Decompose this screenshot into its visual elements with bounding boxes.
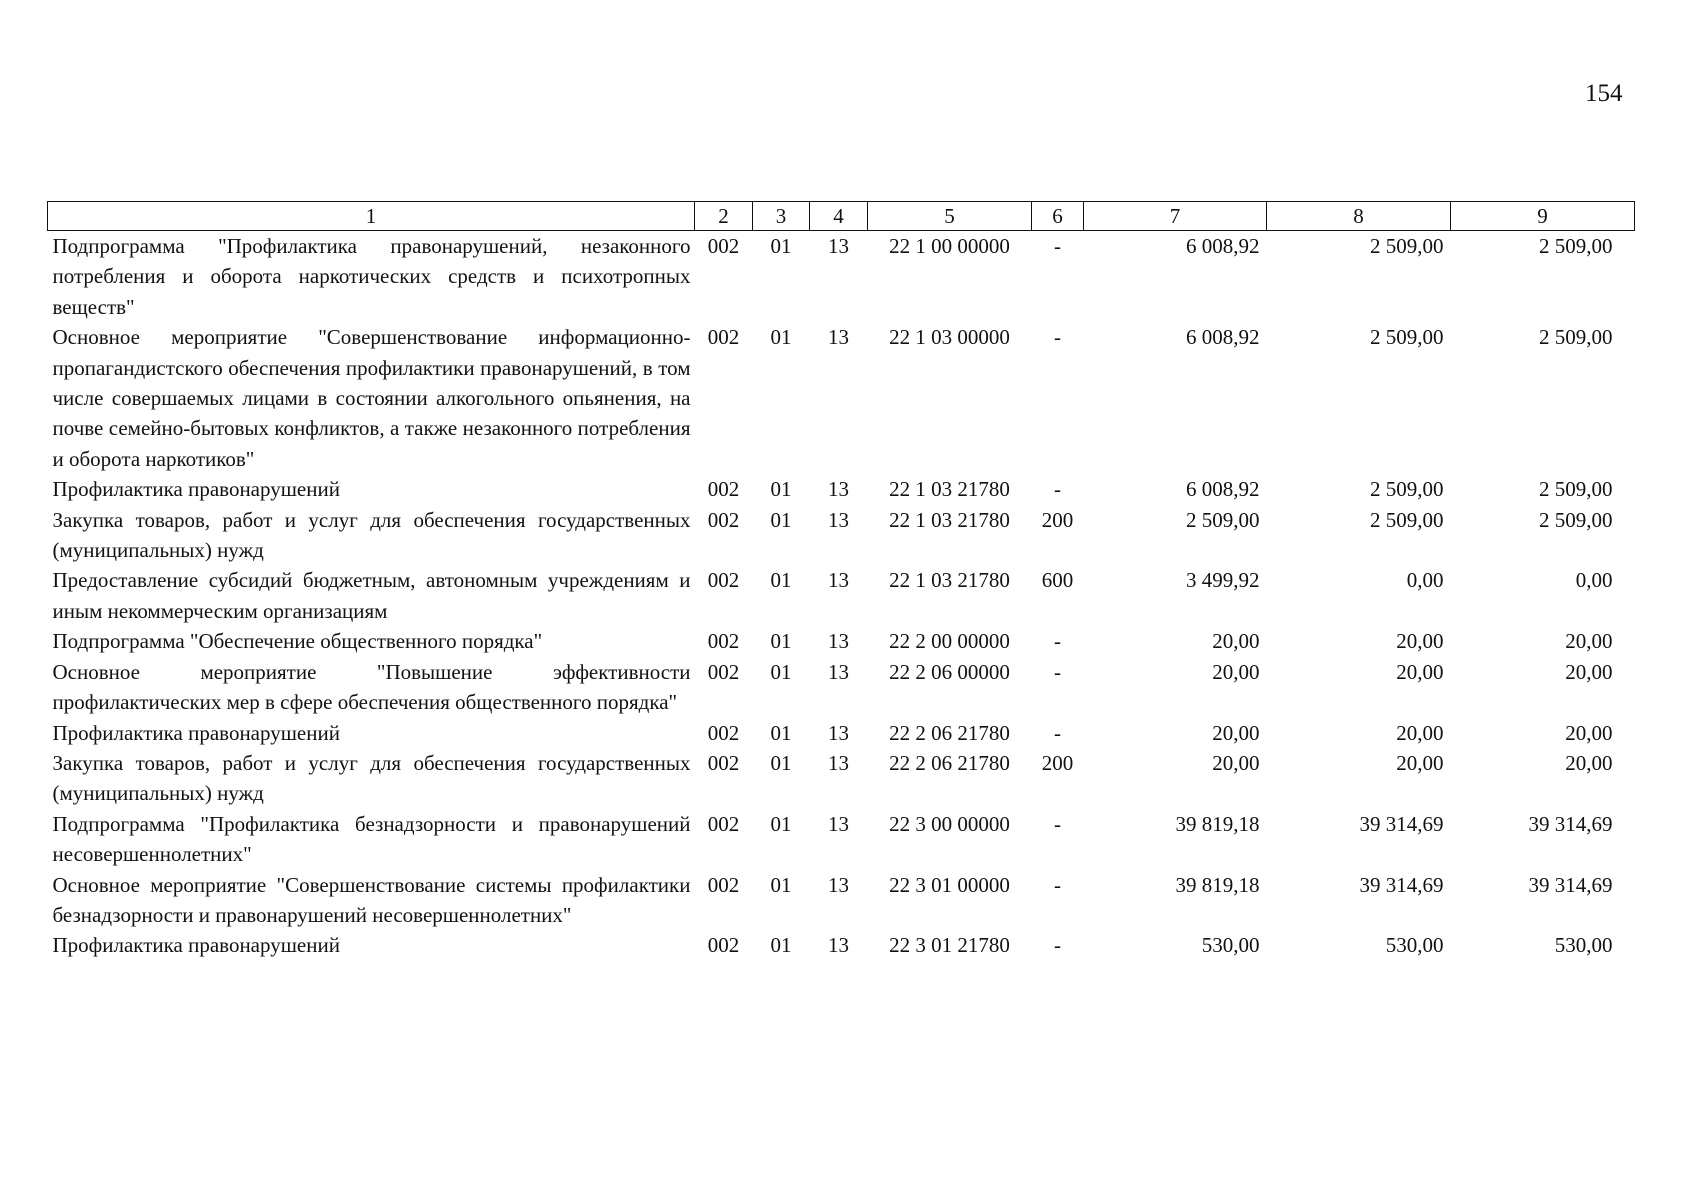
- dept-code: 002: [707, 872, 740, 897]
- amount-col-9: 2 509,00: [1539, 234, 1613, 258]
- amount-col-9: 20,00: [1565, 659, 1613, 684]
- expense-type-code: -: [1054, 933, 1061, 958]
- amount-col-9: 20,00: [1565, 750, 1613, 775]
- subsection-code: 13: [828, 720, 849, 745]
- amount-col-7: 20,00: [1212, 629, 1260, 654]
- expense-type-code: 200: [1041, 507, 1074, 532]
- table-row: [48, 474, 1635, 504]
- row-description: Подпрограмма "Профилактика безнадзорности и правонарушений несовершеннолетних": [52, 811, 691, 867]
- row-description: Профилактика правонарушений: [52, 477, 340, 502]
- table-row: [48, 322, 1635, 474]
- amount-col-7: 20,00: [1212, 659, 1260, 684]
- amount-col-8: 20,00: [1396, 629, 1444, 654]
- amount-col-7: 6 008,92: [1186, 234, 1260, 258]
- target-article-code: 22 3 01 00000: [889, 872, 1010, 897]
- expense-type-code: -: [1054, 234, 1061, 258]
- amount-col-9: 2 509,00: [1539, 325, 1613, 350]
- table-row: [48, 505, 1635, 566]
- header-cell: 9: [1451, 202, 1635, 231]
- dept-code: 002: [707, 568, 740, 593]
- row-description: Предоставление субсидий бюджетным, автономным учреждениям и иным некоммерческим организациям: [52, 568, 691, 623]
- amount-col-9: 530,00: [1554, 933, 1613, 958]
- target-article-code: 22 2 06 21780: [889, 720, 1010, 745]
- amount-col-8: 39 314,69: [1359, 811, 1444, 836]
- target-article-code: 22 2 06 00000: [889, 659, 1010, 684]
- table-row: [48, 718, 1635, 748]
- expense-type-code: -: [1054, 629, 1061, 654]
- subsection-code: 13: [828, 750, 849, 775]
- section-code: 01: [770, 234, 792, 258]
- amount-col-8: 2 509,00: [1370, 507, 1444, 532]
- amount-col-7: 2 509,00: [1186, 507, 1260, 532]
- target-article-code: 22 1 03 00000: [889, 325, 1010, 350]
- expense-type-code: -: [1054, 659, 1061, 684]
- row-description: Закупка товаров, работ и услуг для обеспечения государственных (муниципальных) нужд: [52, 750, 691, 806]
- header-cell: 8: [1267, 202, 1451, 231]
- amount-col-8: 20,00: [1396, 720, 1444, 745]
- header-cell: 6: [1032, 202, 1084, 231]
- dept-code: 002: [707, 811, 740, 836]
- section-code: 01: [770, 933, 792, 958]
- subsection-code: 13: [828, 477, 849, 502]
- amount-col-9: 20,00: [1565, 629, 1613, 654]
- dept-code: 002: [707, 629, 740, 654]
- subsection-code: 13: [828, 872, 849, 897]
- section-code: 01: [770, 659, 792, 684]
- table-row: [48, 657, 1635, 718]
- section-code: 01: [770, 568, 792, 593]
- section-code: 01: [770, 720, 792, 745]
- target-article-code: 22 1 03 21780: [889, 507, 1010, 532]
- amount-col-8: 0,00: [1406, 568, 1444, 593]
- row-description: Подпрограмма "Профилактика правонарушений, незаконного потребления и оборота наркотических средств и психотропных веществ": [52, 234, 691, 319]
- header-cell: 7: [1084, 202, 1267, 231]
- row-description: Основное мероприятие "Повышение эффективности профилактических мер в сфере обеспечения общественного порядка": [52, 659, 691, 715]
- section-code: 01: [770, 811, 792, 836]
- amount-col-7: 39 819,18: [1175, 811, 1260, 836]
- table-row: [48, 626, 1635, 656]
- amount-col-9: 20,00: [1565, 720, 1613, 745]
- amount-col-7: 20,00: [1212, 720, 1260, 745]
- row-description: Подпрограмма "Обеспечение общественного порядка": [52, 629, 543, 654]
- amount-col-9: 2 509,00: [1539, 507, 1613, 532]
- amount-col-8: 2 509,00: [1370, 477, 1444, 502]
- budget-table: [47, 201, 1635, 961]
- amount-col-9: 39 314,69: [1528, 872, 1613, 897]
- expense-type-code: 600: [1041, 568, 1074, 593]
- subsection-code: 13: [828, 933, 849, 958]
- dept-code: 002: [707, 933, 740, 958]
- section-code: 01: [770, 325, 792, 350]
- target-article-code: 22 1 03 21780: [889, 568, 1010, 593]
- dept-code: 002: [707, 720, 740, 745]
- expense-type-code: 200: [1041, 750, 1074, 775]
- amount-col-7: 39 819,18: [1175, 872, 1260, 897]
- expense-type-code: -: [1054, 872, 1061, 897]
- target-article-code: 22 2 06 21780: [889, 750, 1010, 775]
- dept-code: 002: [707, 659, 740, 684]
- amount-col-8: 530,00: [1385, 933, 1444, 958]
- page-number: 154: [1585, 80, 1623, 107]
- section-code: 01: [770, 750, 792, 775]
- subsection-code: 13: [828, 325, 849, 350]
- expense-type-code: -: [1054, 477, 1061, 502]
- subsection-code: 13: [828, 629, 849, 654]
- dept-code: 002: [707, 477, 740, 502]
- expense-type-code: -: [1054, 811, 1061, 836]
- section-code: 01: [770, 872, 792, 897]
- amount-col-9: 39 314,69: [1528, 811, 1613, 836]
- target-article-code: 22 1 03 21780: [889, 477, 1010, 502]
- section-code: 01: [770, 629, 792, 654]
- subsection-code: 13: [828, 811, 849, 836]
- table-row: [48, 748, 1635, 809]
- expense-type-code: -: [1054, 325, 1061, 350]
- amount-col-8: 39 314,69: [1359, 872, 1444, 897]
- row-description: Основное мероприятие "Совершенствование системы профилактики безнадзорности и правонарушений несовершеннолетних": [52, 872, 691, 927]
- header-cell: 3: [753, 202, 810, 231]
- row-description: Основное мероприятие "Совершенствование информационно-пропагандистского обеспечения профилактики правонарушений, в том числе совершаемых лицами в состоянии алкогольного опьянения, на почве семейно-бытовых конфликтов, а также незаконного потребления и оборота наркотиков": [52, 325, 691, 471]
- header-cell: 1: [48, 202, 695, 231]
- table-row: [48, 565, 1635, 626]
- amount-col-7: 530,00: [1201, 933, 1260, 958]
- amount-col-7: 20,00: [1212, 750, 1260, 775]
- amount-col-8: 2 509,00: [1370, 325, 1444, 350]
- target-article-code: 22 3 01 21780: [889, 933, 1010, 958]
- row-description: Профилактика правонарушений: [52, 933, 340, 958]
- amount-col-9: 0,00: [1575, 568, 1613, 593]
- row-description: Профилактика правонарушений: [52, 720, 340, 745]
- dept-code: 002: [707, 325, 740, 350]
- table-row: [48, 231, 1635, 323]
- subsection-code: 13: [828, 659, 849, 684]
- table-row: [48, 809, 1635, 870]
- amount-col-7: 6 008,92: [1186, 477, 1260, 502]
- table-row: [48, 930, 1635, 960]
- header-row: [48, 202, 1635, 231]
- amount-col-7: 3 499,92: [1186, 568, 1260, 593]
- header-cell: 5: [868, 202, 1032, 231]
- amount-col-9: 2 509,00: [1539, 477, 1613, 502]
- row-description: Закупка товаров, работ и услуг для обеспечения государственных (муниципальных) нужд: [52, 507, 691, 563]
- amount-col-8: 2 509,00: [1370, 234, 1444, 258]
- amount-col-8: 20,00: [1396, 750, 1444, 775]
- subsection-code: 13: [828, 568, 849, 593]
- target-article-code: 22 1 00 00000: [889, 234, 1010, 258]
- amount-col-7: 6 008,92: [1186, 325, 1260, 350]
- section-code: 01: [770, 507, 792, 532]
- dept-code: 002: [707, 234, 740, 258]
- subsection-code: 13: [828, 234, 849, 258]
- expense-type-code: -: [1054, 720, 1061, 745]
- subsection-code: 13: [828, 507, 849, 532]
- dept-code: 002: [707, 507, 740, 532]
- target-article-code: 22 2 00 00000: [889, 629, 1010, 654]
- table-row: [48, 870, 1635, 931]
- header-cell: 4: [810, 202, 868, 231]
- dept-code: 002: [707, 750, 740, 775]
- header-cell: 2: [695, 202, 753, 231]
- amount-col-8: 20,00: [1396, 659, 1444, 684]
- section-code: 01: [770, 477, 792, 502]
- target-article-code: 22 3 00 00000: [889, 811, 1010, 836]
